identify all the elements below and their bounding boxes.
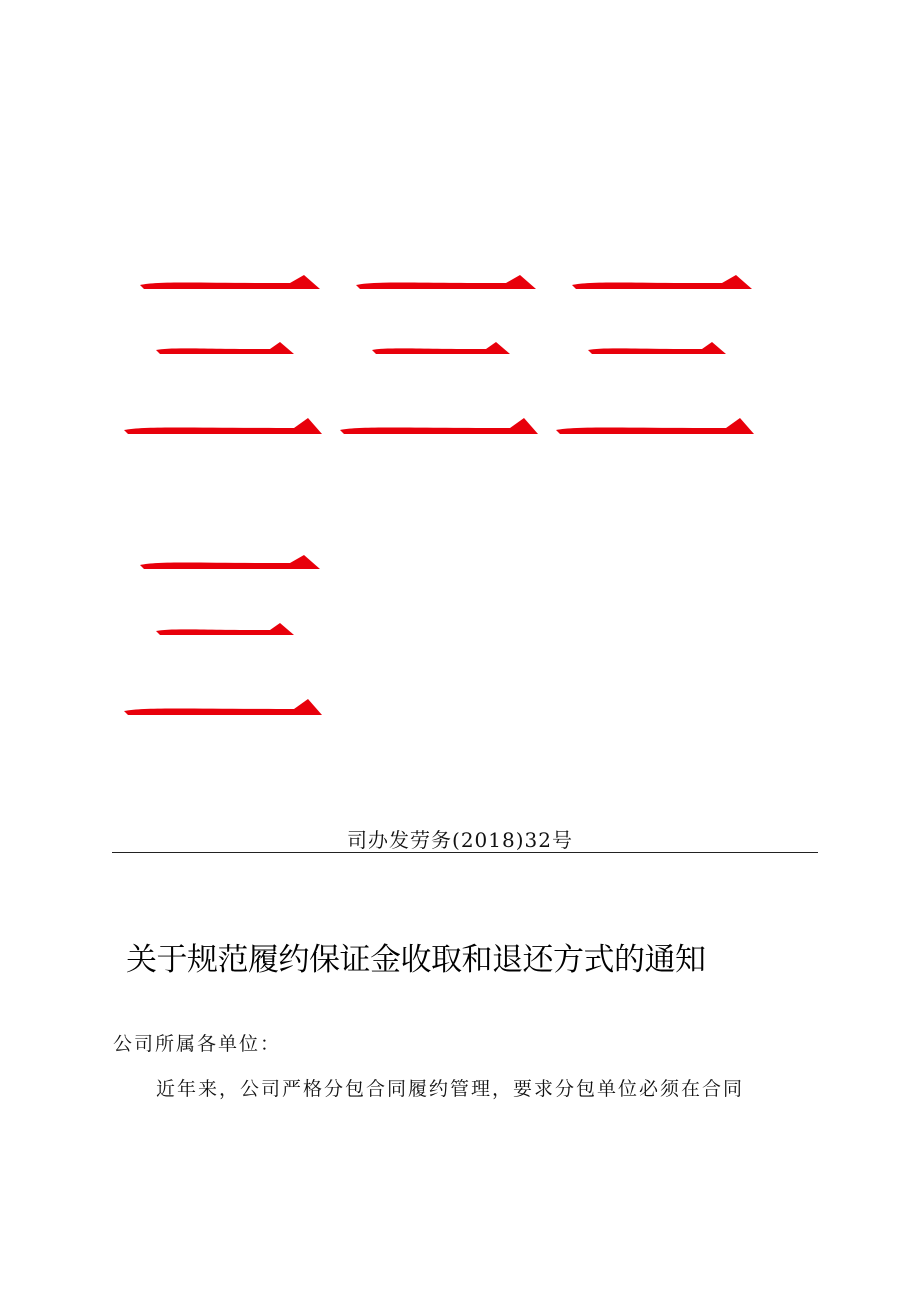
salutation: 公司所属各单位： [113, 1033, 282, 1055]
document-title: 关于规范履约保证金收取和退还方式的通知 [126, 942, 706, 978]
red-glyph-san-4 [124, 555, 322, 715]
document-number: 司办发劳务(2018)32号 [347, 828, 573, 852]
red-glyph-san-3 [556, 275, 754, 434]
red-glyph-san-2 [340, 275, 538, 434]
header-divider [112, 852, 818, 853]
body-paragraph: 近年来，公司严格分包合同履约管理，要求分包单位必须在合同 [156, 1078, 745, 1100]
red-glyph-san-1 [124, 275, 322, 434]
